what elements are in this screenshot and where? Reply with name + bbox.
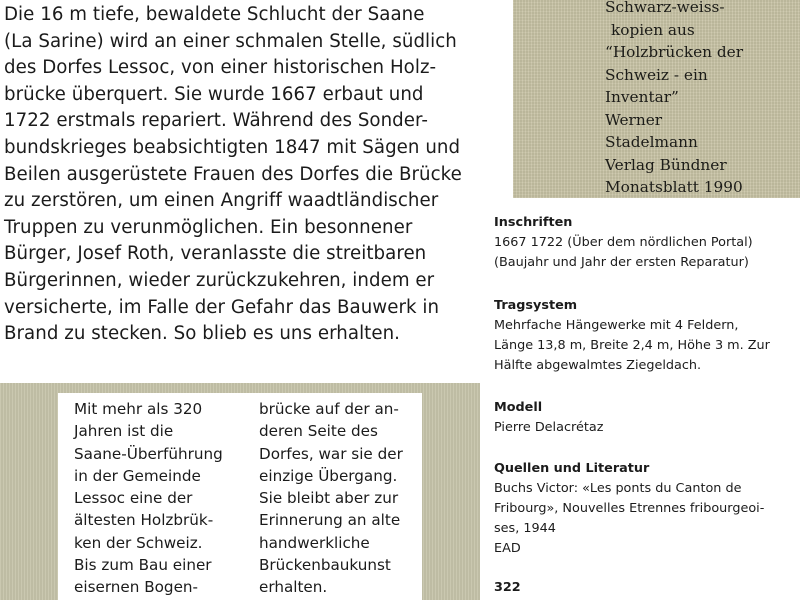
caption-line: Schwarz-weiss- bbox=[605, 0, 725, 16]
column-line: Erinnerung an alte bbox=[259, 511, 401, 530]
section-body bbox=[494, 479, 764, 559]
section-quellen bbox=[494, 459, 764, 559]
column-line: eisernen Bogen- bbox=[74, 578, 199, 597]
main-paragraph bbox=[4, 2, 496, 348]
column-line: brücke auf der an- bbox=[259, 400, 399, 418]
column-line: Saane-Überführung bbox=[74, 444, 223, 463]
caption-line: Verlag Bündner bbox=[605, 155, 727, 174]
caption-line: Schweiz - ein bbox=[605, 65, 708, 84]
section-body bbox=[494, 316, 770, 376]
caption-line: Werner bbox=[605, 110, 663, 129]
column-line: ältesten Holzbrük- bbox=[74, 511, 214, 530]
section-line: 1667 1722 (Über dem nördlichen Portal) bbox=[494, 235, 753, 250]
section-line: Mehrfache Hängewerke mit 4 Feldern, bbox=[494, 318, 739, 333]
paragraph-line: versicherte, im Falle der Gefahr das Bauwerk in bbox=[4, 296, 440, 318]
section-title: Tragsystem bbox=[494, 298, 578, 313]
column-line: handwerkliche bbox=[259, 533, 370, 552]
info-block bbox=[494, 205, 800, 600]
section-title: Quellen und Literatur bbox=[494, 461, 650, 476]
section-modell bbox=[494, 398, 603, 438]
right-column-text bbox=[259, 398, 419, 599]
source-caption bbox=[605, 0, 795, 199]
column-line: Bis zum Bau einer bbox=[74, 556, 212, 575]
column-line: in der Gemeinde bbox=[74, 466, 201, 485]
section-tragsystem bbox=[494, 296, 770, 376]
paragraph-line: brücke überquert. Sie wurde 1667 erbaut und bbox=[4, 83, 424, 105]
caption-line: Monatsblatt 1990 bbox=[605, 178, 743, 196]
paragraph-line: Die 16 m tiefe, bewaldete Schlucht der Saane bbox=[4, 4, 425, 25]
column-line: deren Seite des bbox=[259, 422, 378, 441]
section-line: Pierre Delacrétaz bbox=[494, 420, 604, 435]
column-line: Mit mehr als 320 bbox=[74, 400, 203, 418]
column-line: Lessoc eine der bbox=[74, 489, 193, 508]
section-line: Länge 13,8 m, Breite 2,4 m, Höhe 3 m. Zur bbox=[494, 338, 770, 353]
section-line: ses, 1944 bbox=[494, 521, 556, 536]
paragraph-line: Bürger, Josef Roth, veranlasste die streitbaren bbox=[4, 243, 427, 265]
column-line: Dorfes, war sie der bbox=[259, 444, 403, 463]
page-number: 322 bbox=[494, 580, 521, 595]
caption-line: Inventar” bbox=[605, 88, 679, 106]
section-body bbox=[494, 418, 603, 438]
column-line: Brückenbaukunst bbox=[259, 556, 391, 575]
paragraph-line: Beilen ausgerüstete Frauen des Dorfes die Brücke bbox=[4, 163, 462, 185]
column-line: ken der Schweiz. bbox=[74, 533, 203, 552]
caption-line: “Holzbrücken der bbox=[605, 43, 744, 61]
paragraph-line: des Dorfes Lessoc, von einer historischen Holz- bbox=[4, 57, 437, 79]
section-line: (Baujahr und Jahr der ersten Reparatur) bbox=[494, 255, 749, 270]
column-line: Sie bleibt aber zur bbox=[259, 489, 399, 508]
paragraph-line: (La Sarine) wird an einer schmalen Stelle, südlich bbox=[4, 30, 457, 52]
section-line: Fribourg», Nouvelles Etrennes fribourgeoi- bbox=[494, 501, 765, 516]
caption-panel bbox=[513, 0, 800, 198]
caption-line: kopien aus bbox=[611, 20, 695, 39]
caption-line: Stadelmann bbox=[605, 133, 698, 151]
paragraph-line: bundskrieges beabsichtigten 1847 mit Sägen und bbox=[4, 136, 461, 158]
column-line: erhalten. bbox=[259, 578, 328, 597]
column-line: Jahren ist die bbox=[74, 422, 174, 441]
section-title: Inschriften bbox=[494, 215, 573, 230]
section-line: EAD bbox=[494, 541, 521, 556]
paragraph-line: 1722 erstmals repariert. Während des Sonder- bbox=[4, 110, 428, 132]
paragraph-line: Truppen zu verunmöglichen. Ein besonnener bbox=[4, 216, 413, 238]
section-body bbox=[494, 233, 753, 273]
paragraph-line: Brand zu stecken. So blieb es uns erhalten. bbox=[4, 323, 400, 345]
column-line: einzige Übergang. bbox=[259, 466, 398, 485]
left-column-text bbox=[74, 398, 254, 599]
section-inschriften bbox=[494, 213, 753, 273]
section-line: Hälfte abgewalmtes Ziegeldach. bbox=[494, 358, 702, 373]
paragraph-line: Bürgerinnen, wieder zurückzukehren, indem er bbox=[4, 269, 435, 291]
section-title: Modell bbox=[494, 400, 543, 415]
paragraph-line: zu zerstören, um einen Angriff waadtländischer bbox=[4, 190, 439, 212]
section-line: Buchs Victor: «Les ponts du Canton de bbox=[494, 481, 742, 496]
